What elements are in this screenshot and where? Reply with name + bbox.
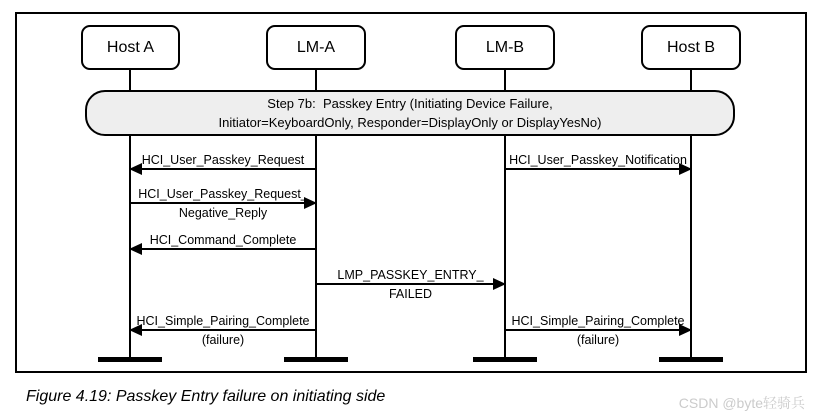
arrowhead-left-icon [129, 163, 142, 175]
message-label: LMP_PASSKEY_ENTRY_ [337, 267, 484, 282]
step-banner [85, 90, 735, 136]
message-label: (failure) [576, 333, 620, 347]
arrowhead-right-icon [679, 324, 692, 336]
message-line [130, 202, 316, 204]
message-label: HCI_Simple_Pairing_Complete [511, 313, 685, 328]
arrowhead-right-icon [493, 278, 506, 290]
message-label: HCI_Command_Complete [149, 232, 297, 247]
message-label: HCI_User_Passkey_Request_ [138, 186, 308, 201]
message-label: HCI_User_Passkey_Request [141, 152, 305, 167]
message-line [130, 248, 316, 250]
step-banner-line1: Step 7b: Passkey Entry (Initiating Device Failure, [267, 95, 553, 111]
node-lm-b [455, 25, 555, 70]
node-host-b [641, 25, 741, 70]
message-line [130, 168, 316, 170]
arrowhead-right-icon [679, 163, 692, 175]
lifeline-end-bar-host-b [659, 357, 723, 362]
message-label: (failure) [201, 333, 245, 347]
node-label: Host A [106, 38, 155, 56]
lifeline-end-bar-lm-b [473, 357, 537, 362]
message-line [505, 329, 691, 331]
step-banner-line2: Initiator=KeyboardOnly, Responder=DisplayOnly or DisplayYesNo) [218, 115, 602, 130]
lifeline-end-bar-lm-a [284, 357, 348, 362]
message-line [316, 283, 505, 285]
message-label: Negative_Reply [178, 206, 268, 220]
arrowhead-left-icon [129, 324, 142, 336]
node-label: LM-B [485, 38, 525, 56]
message-line [505, 168, 691, 170]
message-label: HCI_Simple_Pairing_Complete [136, 313, 310, 328]
node-label: Host B [666, 38, 715, 56]
message-label: HCI_User_Passkey_Notification [509, 152, 687, 167]
watermark: CSDN @byte轻骑兵 [678, 395, 805, 411]
lifeline-end-bar-host-a [98, 357, 162, 362]
message-label: FAILED [388, 287, 433, 301]
node-host-a [81, 25, 180, 70]
node-lm-a [266, 25, 366, 70]
message-line [130, 329, 316, 331]
arrowhead-right-icon [304, 197, 317, 209]
figure-caption: Figure 4.19: Passkey Entry failure on initiating side [26, 388, 386, 405]
node-label: LM-A [296, 38, 336, 56]
arrowhead-left-icon [129, 243, 142, 255]
